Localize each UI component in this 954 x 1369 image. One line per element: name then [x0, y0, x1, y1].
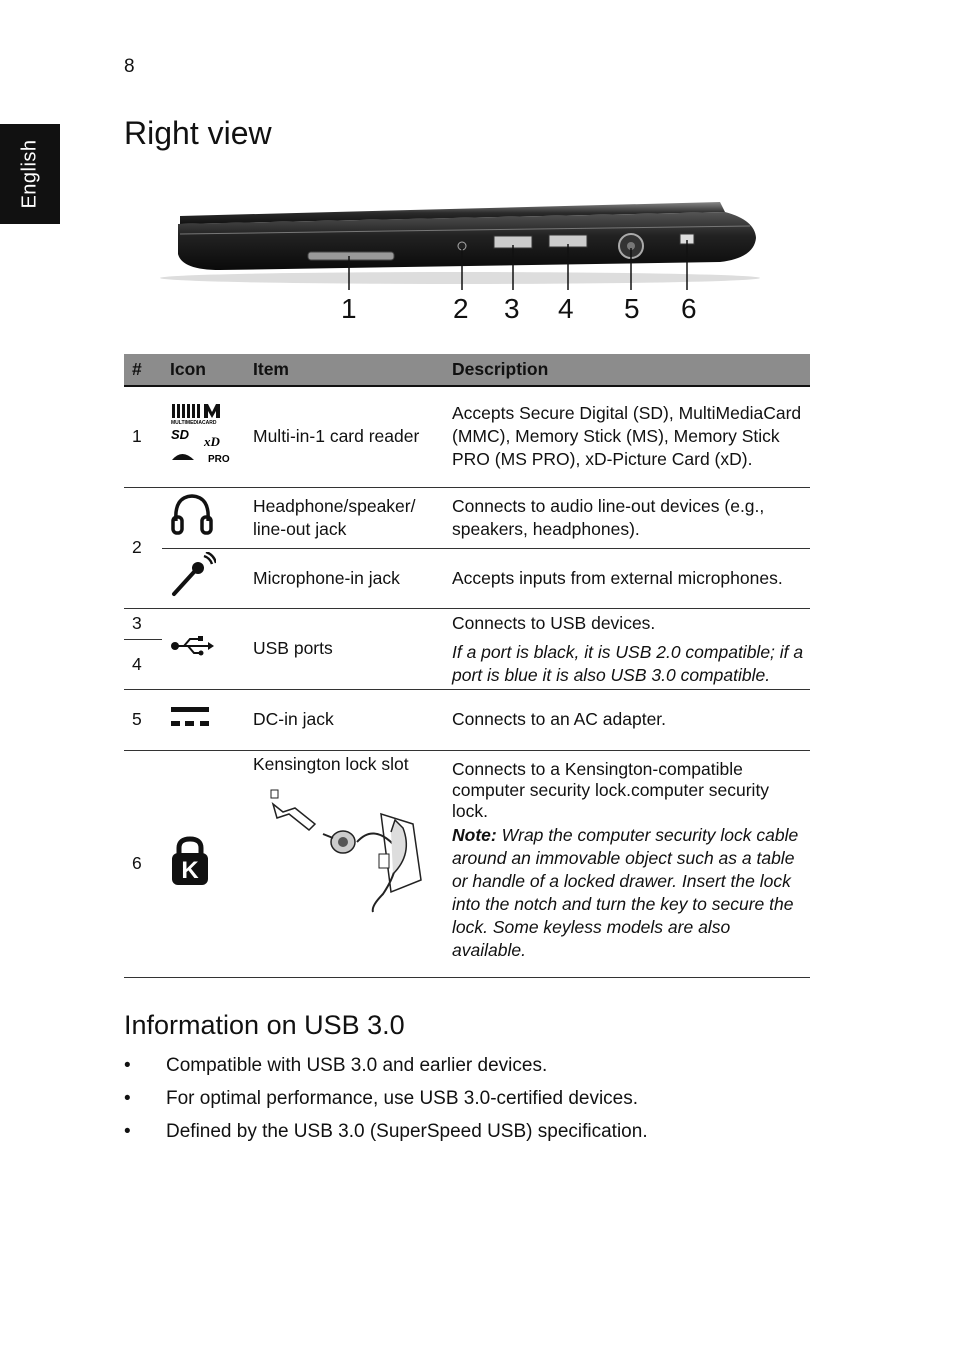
- list-item: • Defined by the USB 3.0 (SuperSpeed USB) specification.: [124, 1118, 648, 1151]
- item-description: Accepts inputs from external microphones.: [444, 548, 810, 608]
- list-item: • For optimal performance, use USB 3.0-certified devices.: [124, 1085, 648, 1118]
- kensington-lock-icon: [162, 750, 245, 977]
- header-icon: Icon: [162, 354, 245, 386]
- item-label: DC-in jack: [245, 689, 444, 750]
- language-tab: [0, 124, 60, 224]
- usb-info-title: Information on USB 3.0: [124, 1010, 405, 1040]
- table-row: [124, 487, 810, 548]
- row-number: 4: [124, 639, 162, 689]
- item-label: Headphone/speaker/ line-out jack: [245, 487, 444, 548]
- svg-text:xD: xD: [204, 433, 220, 449]
- header-description: Description: [444, 354, 810, 386]
- note-label: Note:: [452, 824, 497, 845]
- svg-text:PRO: PRO: [208, 453, 230, 465]
- svg-text:K: K: [181, 856, 199, 884]
- item-description: Connects to USB devices.: [452, 613, 656, 634]
- item-description: Connects to a Kensington-compatible computer security lock.computer security lock.: [452, 758, 770, 821]
- usb-icon: [162, 608, 245, 689]
- callout-5: 5: [624, 293, 640, 324]
- item-description: Accepts Secure Digital (SD), MultiMediaCard (MMC), Memory Stick (MS), Memory Stick PRO (MS PRO), xD-Picture Card (xD).: [444, 386, 810, 487]
- card-reader-logos-icon: [162, 386, 245, 487]
- callout-3: 3: [504, 293, 520, 324]
- callout-1: 1: [341, 293, 357, 324]
- callout-6: 6: [681, 293, 697, 324]
- table-row: [124, 548, 810, 608]
- row-number: 5: [124, 689, 162, 750]
- item-description: Connects to audio line-out devices (e.g., speakers, headphones).: [444, 487, 810, 548]
- page-number: 8: [124, 56, 135, 77]
- microphone-icon: [162, 548, 245, 608]
- language-tab-label: English: [18, 139, 41, 209]
- item-description: Connects to an AC adapter.: [444, 689, 810, 750]
- lock-installation-illustration: [253, 784, 423, 914]
- usb-note: If a port is black, it is USB 2.0 compatible; if a port is blue it is also USB 3.0 compatible.: [452, 641, 804, 685]
- item-label: Microphone-in jack: [245, 548, 444, 608]
- list-item: • Compatible with USB 3.0 and earlier devices.: [124, 1052, 648, 1085]
- table-row: [124, 750, 810, 977]
- row-number: 1: [124, 386, 162, 487]
- item-label: USB ports: [245, 608, 444, 689]
- row-number: 2: [124, 487, 162, 608]
- svg-text:MULTIMEDIACARD: MULTIMEDIACARD: [171, 419, 217, 426]
- dc-in-icon: [162, 689, 245, 750]
- table-row: [124, 608, 810, 639]
- item-label: Kensington lock slot: [253, 753, 409, 774]
- table-row: [124, 689, 810, 750]
- headphone-icon: [162, 487, 245, 548]
- table-header-row: [124, 354, 810, 386]
- ports-table: [124, 354, 810, 978]
- svg-text:SD: SD: [171, 426, 190, 442]
- row-number: 3: [124, 608, 162, 639]
- header-num: #: [124, 354, 162, 386]
- callout-2: 2: [453, 293, 469, 324]
- table-row: [124, 386, 810, 487]
- lock-note: Wrap the computer security lock cable around an immovable object such as a table or handle of a locked drawer. Insert the lock into the notch and turn the key to secure the lock. Some keyless models are also available.: [452, 824, 799, 960]
- usb-info-list: [124, 1052, 648, 1151]
- section-title: Right view: [124, 115, 272, 151]
- callout-4: 4: [558, 293, 574, 324]
- row-number: 6: [124, 750, 162, 977]
- header-item: Item: [245, 354, 444, 386]
- item-label: Multi-in-1 card reader: [245, 386, 444, 487]
